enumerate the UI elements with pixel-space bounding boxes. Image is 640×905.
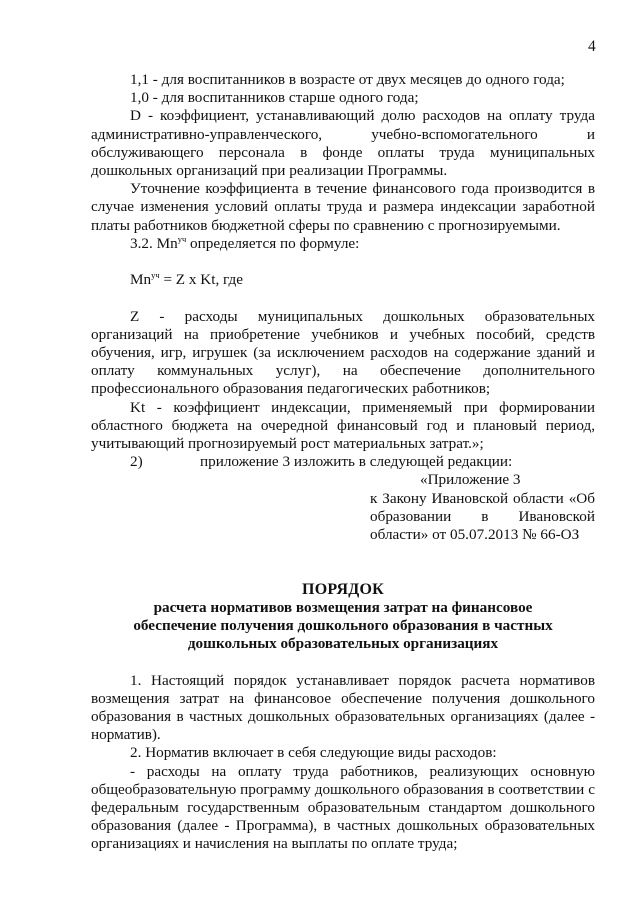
procedure-paragraph-2: 2. Норматив включает в себя следующие виды расходов:: [130, 744, 497, 762]
heading-line-3: дошкольных образовательных организациях: [187, 635, 499, 653]
procedure-paragraph-1: 1. Настоящий порядок устанавливает порядок расчета нормативов возмещения затрат на финансовое обеспечение получения дошкольного образования в частных дошкольных образовательных организациях (далее - норматив).: [91, 671, 595, 744]
section-3-2-tail: определяется по формуле:: [186, 234, 360, 252]
list-item-2: [91, 453, 595, 471]
procedure-heading: [91, 581, 595, 654]
annex-details: к Закону Ивановской области «Об образовании в Ивановской области» от 05.07.2013 № 66-ОЗ: [370, 489, 595, 544]
paragraph-refinement: Уточнение коэффициента в течение финансового года производится в случае изменения условий оплаты труда и размера индексации заработной платы работников бюджетной сферы по сравнению с прогнозируемыми.: [91, 180, 595, 234]
coefficient-line-infants: 1,1 - для воспитанников в возрасте от двух месяцев до одного года;: [130, 71, 565, 88]
annex-title: «Приложение 3: [420, 471, 521, 489]
section-3-2: [91, 235, 595, 253]
list-item-2-text: приложение 3 изложить в следующей редакции:: [200, 453, 513, 471]
formula-lhs: Mn: [130, 271, 152, 289]
section-3-2-text: 3.2. Mn: [130, 234, 178, 252]
procedure-paragraph-3: - расходы на оплату труда работников, реализующих основную общеобразовательную программу дошкольного образования в соответствии с федеральным государственным образовательным стандартом дошкольного образования (далее - Программа), в частных дошкольных образовательных организациях и начисления на выплаты по оплате труда;: [91, 762, 595, 853]
section-3-2-superscript: уч: [177, 233, 187, 244]
paragraph-z-definition: Z - расходы муниципальных дошкольных образовательных организаций на приобретение учебников и учебных пособий, средств обучения, игр, игрушек (за исключением расходов на содержание зданий и оплату коммунальных услуг), на обеспечение дополнительного профессионального образования педагогических работников;: [91, 307, 595, 398]
coefficient-line-older: 1,0 - для воспитанников старше одного года;: [130, 89, 419, 107]
page-number: 4: [588, 38, 596, 55]
heading-line-1: расчета нормативов возмещения затрат на финансовое: [153, 598, 533, 616]
paragraph-d-coefficient: D - коэффициент, устанавливающий долю расходов на оплату труда административно-управленческого, учебно-вспомогательного и обслуживающего персонала в фонде оплаты труда муниципальных дошкольных организаций при реализации Программы.: [91, 107, 595, 180]
list-item-2-number: 2): [130, 453, 143, 471]
annex-reference: [370, 471, 595, 544]
formula-superscript: уч: [151, 270, 160, 281]
formula: [91, 271, 595, 289]
paragraph-kt-definition: Kt - коэффициент индексации, применяемый при формировании областного бюджета на очередной финансовый год и плановый период, учитывающий прогнозируемый рост материальных затрат.»;: [91, 398, 595, 453]
heading-title: ПОРЯДОК: [302, 580, 384, 598]
heading-line-2: обеспечение получения дошкольного образования в частных: [133, 617, 553, 635]
formula-rhs: = Z x Kt, где: [159, 271, 243, 289]
document-body: [91, 71, 595, 854]
